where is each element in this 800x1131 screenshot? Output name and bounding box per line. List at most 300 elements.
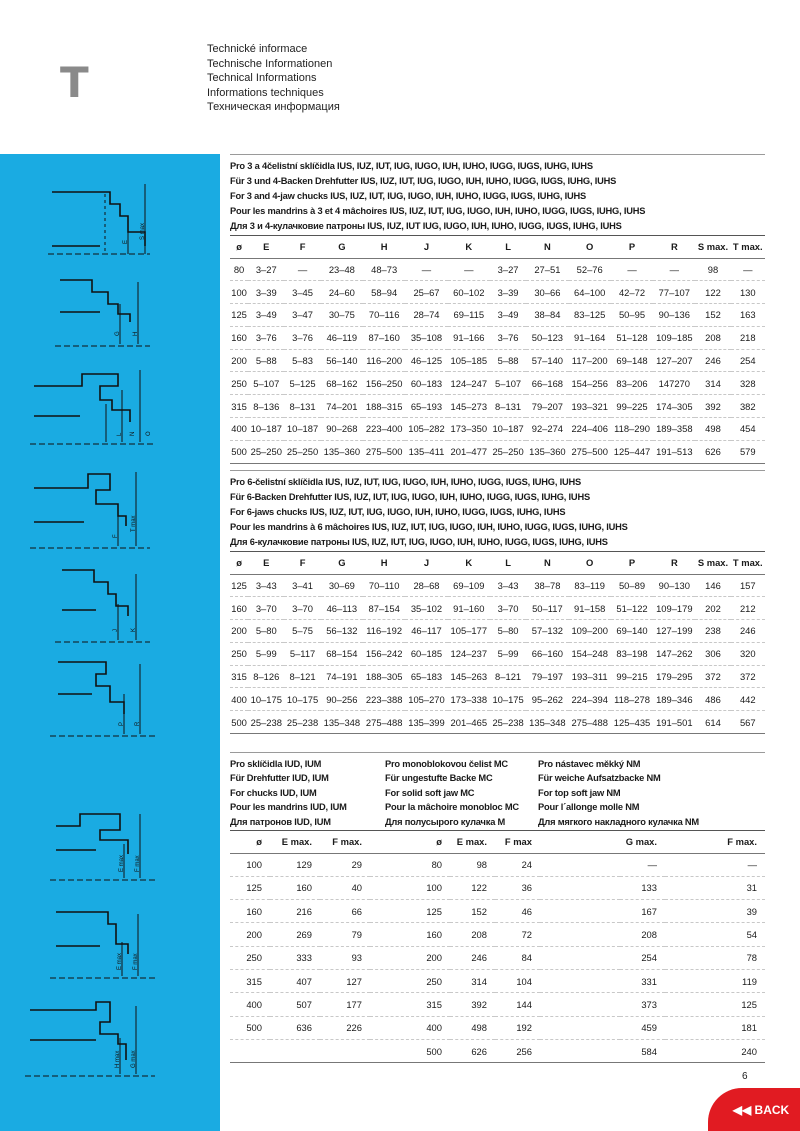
table-cell: 35–102 xyxy=(405,597,447,620)
page-number: 6 xyxy=(742,1071,748,1082)
table-cell: 78 xyxy=(665,946,765,969)
table-cell: 392 xyxy=(450,993,495,1016)
table-cell: 167 xyxy=(620,900,665,923)
table-cell: 104 xyxy=(495,970,540,993)
column-header: H xyxy=(363,236,405,258)
table-row xyxy=(230,900,765,923)
column-header: O xyxy=(569,236,611,258)
table-row xyxy=(230,304,765,327)
table-cell: 69–109 xyxy=(448,574,490,597)
table-row xyxy=(230,1016,765,1039)
table-cell: 3–76 xyxy=(248,326,284,349)
table-cell: 87–154 xyxy=(363,597,405,620)
table-cell: 8–121 xyxy=(490,665,526,688)
table-cell: 3–27 xyxy=(248,258,284,281)
table-cell: 51–128 xyxy=(611,326,653,349)
table-cell: 459 xyxy=(620,1016,665,1039)
table-cell: 122 xyxy=(450,876,495,899)
table-cell: 93 xyxy=(320,946,370,969)
table-cell: 8–131 xyxy=(284,395,320,418)
table-cell: 200 xyxy=(370,946,450,969)
column-header: S max. xyxy=(695,552,730,574)
column-header: E max. xyxy=(270,831,320,853)
table-cell xyxy=(540,970,620,993)
table-cell: 36 xyxy=(495,876,540,899)
section-title: Pour les mandrins à 3 et 4 mâchoires IUS, IUZ, IUT, IUG, IUGO, IUH, IUHO, IUGG, IUGS, IUHG, IUHS xyxy=(230,206,646,216)
header-line: Technische Informationen xyxy=(207,57,333,70)
back-button[interactable]: ◀◀ BACK xyxy=(708,1088,800,1131)
table-cell: — xyxy=(611,258,653,281)
table-cell: 320 xyxy=(731,642,765,665)
table-cell: 84 xyxy=(495,946,540,969)
table-cell: 3–41 xyxy=(284,574,320,597)
table-cell: 42–72 xyxy=(611,281,653,304)
table-cell xyxy=(320,1039,370,1062)
table-cell: 125 xyxy=(230,574,248,597)
column-header: G max. xyxy=(620,831,665,853)
table-cell: 202 xyxy=(695,597,730,620)
section-title: For 6-jaws chucks IUS, IUZ, IUT, IUG, IUGO, IUH, IUHO, IUGG, IUGS, IUHG, IUHS xyxy=(230,507,566,517)
table-cell: 226 xyxy=(320,1016,370,1039)
table-cell: 10–175 xyxy=(248,688,284,711)
table-cell: 246 xyxy=(450,946,495,969)
table-cell: 188–315 xyxy=(363,395,405,418)
table-cell: 83–125 xyxy=(569,304,611,327)
table-row xyxy=(230,281,765,304)
column-header: F xyxy=(284,236,320,258)
column-header: ø xyxy=(230,552,248,574)
table-cell: 200 xyxy=(230,923,270,946)
table-cell: 10–187 xyxy=(248,418,284,441)
section-title: Для мягкого накладного кулачка NM xyxy=(538,816,699,827)
section-title: For solid soft jaw MC xyxy=(385,787,475,798)
table-cell: — xyxy=(665,853,765,876)
table-cell: 109–185 xyxy=(653,326,695,349)
table-cell: 46 xyxy=(495,900,540,923)
mc-titles xyxy=(385,757,538,829)
table-cell: 24 xyxy=(495,853,540,876)
table-cell: 160 xyxy=(230,326,248,349)
table-cell: 333 xyxy=(270,946,320,969)
table-row xyxy=(230,620,765,643)
table-cell: 92–274 xyxy=(526,418,568,441)
table-row xyxy=(230,688,765,711)
table-cell: 24–60 xyxy=(321,281,363,304)
section-title: Für 6-Backen Drehfutter IUS, IUZ, IUT, IUG, IUGO, IUH, IUHO, IUGG, IUGS, IUHG, IUHS xyxy=(230,492,590,502)
table-cell: 250 xyxy=(370,970,450,993)
table-cell: 174–305 xyxy=(653,395,695,418)
column-header: E xyxy=(248,236,284,258)
table-cell: 173–338 xyxy=(448,688,490,711)
table-cell: 156–250 xyxy=(363,372,405,395)
table-cell: 314 xyxy=(450,970,495,993)
table-row xyxy=(230,258,765,281)
table-cell: 400 xyxy=(370,1016,450,1039)
table-cell: 256 xyxy=(495,1039,540,1062)
table-cell: 500 xyxy=(230,1016,270,1039)
table-cell: 133 xyxy=(620,876,665,899)
table-cell: 31 xyxy=(665,876,765,899)
table-cell: 109–179 xyxy=(653,597,695,620)
table-cell: 246 xyxy=(731,620,765,643)
table-cell: — xyxy=(620,853,665,876)
table-cell xyxy=(540,993,620,1016)
table-cell: 60–183 xyxy=(405,372,447,395)
table-cell: 51–122 xyxy=(611,597,653,620)
table-row xyxy=(230,1039,765,1062)
table-cell: 160 xyxy=(270,876,320,899)
dimension-table-iud-mc-nm xyxy=(230,831,765,1063)
table-cell xyxy=(230,1039,270,1062)
table-cell: 579 xyxy=(731,440,765,463)
section-title: Pro 6-čelistní sklíčidla IUS, IUZ, IUT, IUG, IUGO, IUH, IUHO, IUGG, IUGS, IUHG, IUHS xyxy=(230,477,582,487)
table-cell: 10–187 xyxy=(284,418,320,441)
table-cell: 30–75 xyxy=(321,304,363,327)
column-header: J xyxy=(405,236,447,258)
header-line: Technické informace xyxy=(207,43,308,55)
table-row xyxy=(230,597,765,620)
table-cell: 454 xyxy=(731,418,765,441)
column-header: R xyxy=(653,552,695,574)
table-cell: 208 xyxy=(450,923,495,946)
table-cell: 614 xyxy=(695,711,730,734)
table-cell: 105–177 xyxy=(448,620,490,643)
section-title: Pour l´allonge molle NM xyxy=(538,802,640,813)
table-cell: 129 xyxy=(270,853,320,876)
table-row xyxy=(230,349,765,372)
table-cell: 400 xyxy=(230,688,248,711)
table-cell: 95–262 xyxy=(526,688,568,711)
column-header: F max. xyxy=(665,831,765,853)
table-cell: 79–207 xyxy=(526,395,568,418)
table-cell: 90–256 xyxy=(321,688,363,711)
table-row xyxy=(230,418,765,441)
table-cell: 79 xyxy=(320,923,370,946)
table-cell: 145–263 xyxy=(448,665,490,688)
column-header: L xyxy=(490,236,526,258)
table-cell: 216 xyxy=(270,900,320,923)
table-cell: 626 xyxy=(695,440,730,463)
column-header: F max. xyxy=(320,831,370,853)
section-title: Für weiche Aufsatzbacke NM xyxy=(538,773,661,784)
table-cell: 56–140 xyxy=(321,349,363,372)
header-line: Technical Informations xyxy=(207,72,317,85)
table-cell: 46–125 xyxy=(405,349,447,372)
column-header: J xyxy=(405,552,447,574)
dimension-table-3-4-jaw xyxy=(230,236,765,464)
section-title: Für 3 und 4-Backen Drehfutter IUS, IUZ, IUT, IUG, IUGO, IUH, IUHO, IUGG, IUGS, IUHG, IUHS xyxy=(230,176,617,186)
table-cell: 8–131 xyxy=(490,395,526,418)
table-cell: 125 xyxy=(230,876,270,899)
table-cell: 125 xyxy=(370,900,450,923)
table-cell: 69–115 xyxy=(448,304,490,327)
column-header: G xyxy=(321,552,363,574)
table-cell: 500 xyxy=(230,711,248,734)
table-cell: 3–43 xyxy=(490,574,526,597)
section-title: Pro monoblokovou čelist MC xyxy=(385,759,508,769)
table-cell: 50–117 xyxy=(526,597,568,620)
jaw-diagram-7 xyxy=(50,814,155,880)
table-cell xyxy=(540,923,620,946)
dim-label: L xyxy=(117,432,123,436)
nm-titles xyxy=(538,757,738,829)
table-cell: 3–70 xyxy=(248,597,284,620)
table-cell: 25–238 xyxy=(248,711,284,734)
table-cell: 27–51 xyxy=(526,258,568,281)
table-cell: 100 xyxy=(230,853,270,876)
table-cell: 152 xyxy=(450,900,495,923)
dim-label: S max xyxy=(140,222,146,240)
table-cell: 125 xyxy=(230,304,248,327)
table-cell: 99–215 xyxy=(611,665,653,688)
table-cell: 189–346 xyxy=(653,688,695,711)
table-row xyxy=(230,326,765,349)
table-cell: 70–116 xyxy=(363,304,405,327)
table-cell: 223–400 xyxy=(363,418,405,441)
table-cell: 269 xyxy=(270,923,320,946)
table-row xyxy=(230,395,765,418)
table-cell: 99–225 xyxy=(611,395,653,418)
table-cell: 3–27 xyxy=(490,258,526,281)
section-title: Pro 3 a 4čelistní sklíčidla IUS, IUZ, IUT, IUG, IUGO, IUH, IUHO, IUGG, IUGS, IUHG, IUHS xyxy=(230,161,593,171)
section-title: Pro sklíčidla IUD, IUM xyxy=(230,759,322,769)
section-letter: T xyxy=(60,58,89,107)
table-cell: 498 xyxy=(695,418,730,441)
table-cell: — xyxy=(448,258,490,281)
table-row xyxy=(230,993,765,1016)
table-cell: 8–126 xyxy=(248,665,284,688)
table-cell: 372 xyxy=(731,665,765,688)
table-cell: 35–108 xyxy=(405,326,447,349)
table-cell: 212 xyxy=(731,597,765,620)
table-cell: 109–200 xyxy=(569,620,611,643)
section-title: Для патронов IUD, IUM xyxy=(230,816,331,827)
table-cell: 331 xyxy=(620,970,665,993)
table-cell: 105–270 xyxy=(405,688,447,711)
table-cell: 91–164 xyxy=(569,326,611,349)
jaw-diagram-5 xyxy=(55,570,150,642)
divider xyxy=(230,154,765,155)
table-cell: 118–290 xyxy=(611,418,653,441)
table-cell: 10–175 xyxy=(490,688,526,711)
table-cell: 50–95 xyxy=(611,304,653,327)
table-cell: 250 xyxy=(230,642,248,665)
table-cell: 3–47 xyxy=(284,304,320,327)
dim-label: P xyxy=(119,721,125,726)
table-cell: 127–199 xyxy=(653,620,695,643)
table-cell: 90–136 xyxy=(653,304,695,327)
table-cell: 46–113 xyxy=(321,597,363,620)
table-cell: 208 xyxy=(695,326,730,349)
section-title: For 3 and 4-jaw chucks IUS, IUZ, IUT, IUG, IUGO, IUH, IUHO, IUGG, IUGS, IUHG, IUHS xyxy=(230,191,587,201)
column-header: ø xyxy=(230,236,248,258)
table-cell: 48–73 xyxy=(363,258,405,281)
table-cell: 65–183 xyxy=(405,665,447,688)
table-cell: 125 xyxy=(665,993,765,1016)
table-cell: 392 xyxy=(695,395,730,418)
table-cell: 124–237 xyxy=(448,642,490,665)
table-row xyxy=(230,642,765,665)
column-header: ø xyxy=(370,831,450,853)
dim-label: E xyxy=(123,239,129,244)
dim-label: F xyxy=(113,534,119,538)
column-header xyxy=(540,831,620,853)
table-cell: 188–305 xyxy=(363,665,405,688)
diagram-side-band xyxy=(0,154,220,1131)
column-header: R xyxy=(653,236,695,258)
table-cell: 69–148 xyxy=(611,349,653,372)
table-cell: 156–242 xyxy=(363,642,405,665)
table-cell: 200 xyxy=(230,349,248,372)
table-cell: 66–168 xyxy=(526,372,568,395)
dim-label: E max xyxy=(117,952,123,970)
table-cell: 57–132 xyxy=(526,620,568,643)
table-cell: 29 xyxy=(320,853,370,876)
table-cell: 25–250 xyxy=(248,440,284,463)
column-header: K xyxy=(448,236,490,258)
section-iud-mc-nm xyxy=(230,752,765,1063)
table-cell: 10–175 xyxy=(284,688,320,711)
table-cell: 38–78 xyxy=(526,574,568,597)
table-cell: 135–360 xyxy=(526,440,568,463)
jaw-diagrams xyxy=(0,154,220,1131)
table-cell: 118–278 xyxy=(611,688,653,711)
table-cell: 179–295 xyxy=(653,665,695,688)
table-cell: 46–119 xyxy=(321,326,363,349)
column-header: S max. xyxy=(695,236,730,258)
table-cell: 125–435 xyxy=(611,711,653,734)
table-cell: 5–88 xyxy=(490,349,526,372)
table-cell: 3–39 xyxy=(490,281,526,304)
table-cell: 372 xyxy=(695,665,730,688)
table-cell: 191–501 xyxy=(653,711,695,734)
table-cell: 144 xyxy=(495,993,540,1016)
table-cell: 3–70 xyxy=(284,597,320,620)
table-cell: 192 xyxy=(495,1016,540,1039)
table-cell: 315 xyxy=(370,993,450,1016)
table-cell: 116–200 xyxy=(363,349,405,372)
table-cell: 57–140 xyxy=(526,349,568,372)
table-cell: 3–49 xyxy=(490,304,526,327)
table-cell: 83–198 xyxy=(611,642,653,665)
table-cell: 77–107 xyxy=(653,281,695,304)
table-cell: 25–238 xyxy=(490,711,526,734)
table-cell: 91–160 xyxy=(448,597,490,620)
table-cell: 91–166 xyxy=(448,326,490,349)
table-cell: 56–132 xyxy=(321,620,363,643)
divider xyxy=(230,470,765,471)
table-cell: 160 xyxy=(370,923,450,946)
table-cell: 74–201 xyxy=(321,395,363,418)
column-header: N xyxy=(526,236,568,258)
table-cell: 135–411 xyxy=(405,440,447,463)
table-cell: 181 xyxy=(665,1016,765,1039)
table-cell: 60–185 xyxy=(405,642,447,665)
table-cell: 152 xyxy=(695,304,730,327)
table-cell: 201–477 xyxy=(448,440,490,463)
table-cell: 567 xyxy=(731,711,765,734)
jaw-diagram-9 xyxy=(25,1002,155,1076)
table-cell: 5–107 xyxy=(248,372,284,395)
table-cell: 5–125 xyxy=(284,372,320,395)
table-row xyxy=(230,853,765,876)
table-cell: 3–49 xyxy=(248,304,284,327)
table-cell: 373 xyxy=(620,993,665,1016)
table-cell: 160 xyxy=(230,900,270,923)
section-title: Для 3 и 4-кулачковие патроны IUS, IUZ, IUT IUG, IUGO, IUH, IUHO, IUGG, IUGS, IUHG, IUHS xyxy=(230,219,765,236)
jaw-diagram-3 xyxy=(30,370,155,444)
table-cell: 25–238 xyxy=(284,711,320,734)
table-cell: 5–75 xyxy=(284,620,320,643)
table-cell: 500 xyxy=(230,440,248,463)
column-header: T max. xyxy=(731,236,765,258)
table-cell: 147–262 xyxy=(653,642,695,665)
table-cell: 74–191 xyxy=(321,665,363,688)
section-6-jaw xyxy=(230,470,765,734)
table-cell: 160 xyxy=(230,597,248,620)
table-cell: 254 xyxy=(731,349,765,372)
table-cell: 5–99 xyxy=(248,642,284,665)
table-cell: 8–121 xyxy=(284,665,320,688)
table-cell: 5–107 xyxy=(490,372,526,395)
table-row xyxy=(230,923,765,946)
table-row xyxy=(230,946,765,969)
table-cell: 127 xyxy=(320,970,370,993)
section-title: Pour la mâchoire monobloc MC xyxy=(385,802,519,813)
table-cell: 3–39 xyxy=(248,281,284,304)
column-header: O xyxy=(569,552,611,574)
table-cell: 119 xyxy=(665,970,765,993)
header-line: Техническая информация xyxy=(207,101,340,114)
table-cell: 250 xyxy=(230,946,270,969)
section-3-4-jaw xyxy=(230,154,765,464)
table-cell: 486 xyxy=(695,688,730,711)
section-title: Для полусырого кулачка M xyxy=(385,816,506,827)
table-cell: 5–83 xyxy=(284,349,320,372)
table-cell: 626 xyxy=(450,1039,495,1062)
column-header: L xyxy=(490,552,526,574)
table-cell: 224–406 xyxy=(569,418,611,441)
table-cell: 70–110 xyxy=(363,574,405,597)
table-cell: 5–88 xyxy=(248,349,284,372)
table-cell: 40 xyxy=(320,876,370,899)
table-cell: 223–388 xyxy=(363,688,405,711)
table-cell: 87–160 xyxy=(363,326,405,349)
column-header: T max. xyxy=(731,552,765,574)
header-titles xyxy=(207,42,340,115)
table-cell: 154–256 xyxy=(569,372,611,395)
table-header-row xyxy=(230,552,765,574)
table-cell xyxy=(540,946,620,969)
column-header: E xyxy=(248,552,284,574)
column-header: N xyxy=(526,552,568,574)
table-cell xyxy=(540,900,620,923)
table-cell: 135–360 xyxy=(321,440,363,463)
table-cell: 191–513 xyxy=(653,440,695,463)
table-cell: 275–488 xyxy=(363,711,405,734)
table-cell: 105–185 xyxy=(448,349,490,372)
table-cell: 5–80 xyxy=(490,620,526,643)
table-cell: 68–162 xyxy=(321,372,363,395)
table-cell: 135–348 xyxy=(526,711,568,734)
table-cell: 69–140 xyxy=(611,620,653,643)
table-cell: 25–250 xyxy=(284,440,320,463)
section-title: Pro nástavec měkký NM xyxy=(538,759,641,769)
table-cell: 275–500 xyxy=(569,440,611,463)
table-cell: 163 xyxy=(731,304,765,327)
dimension-table-6-jaw xyxy=(230,552,765,734)
table-row xyxy=(230,970,765,993)
